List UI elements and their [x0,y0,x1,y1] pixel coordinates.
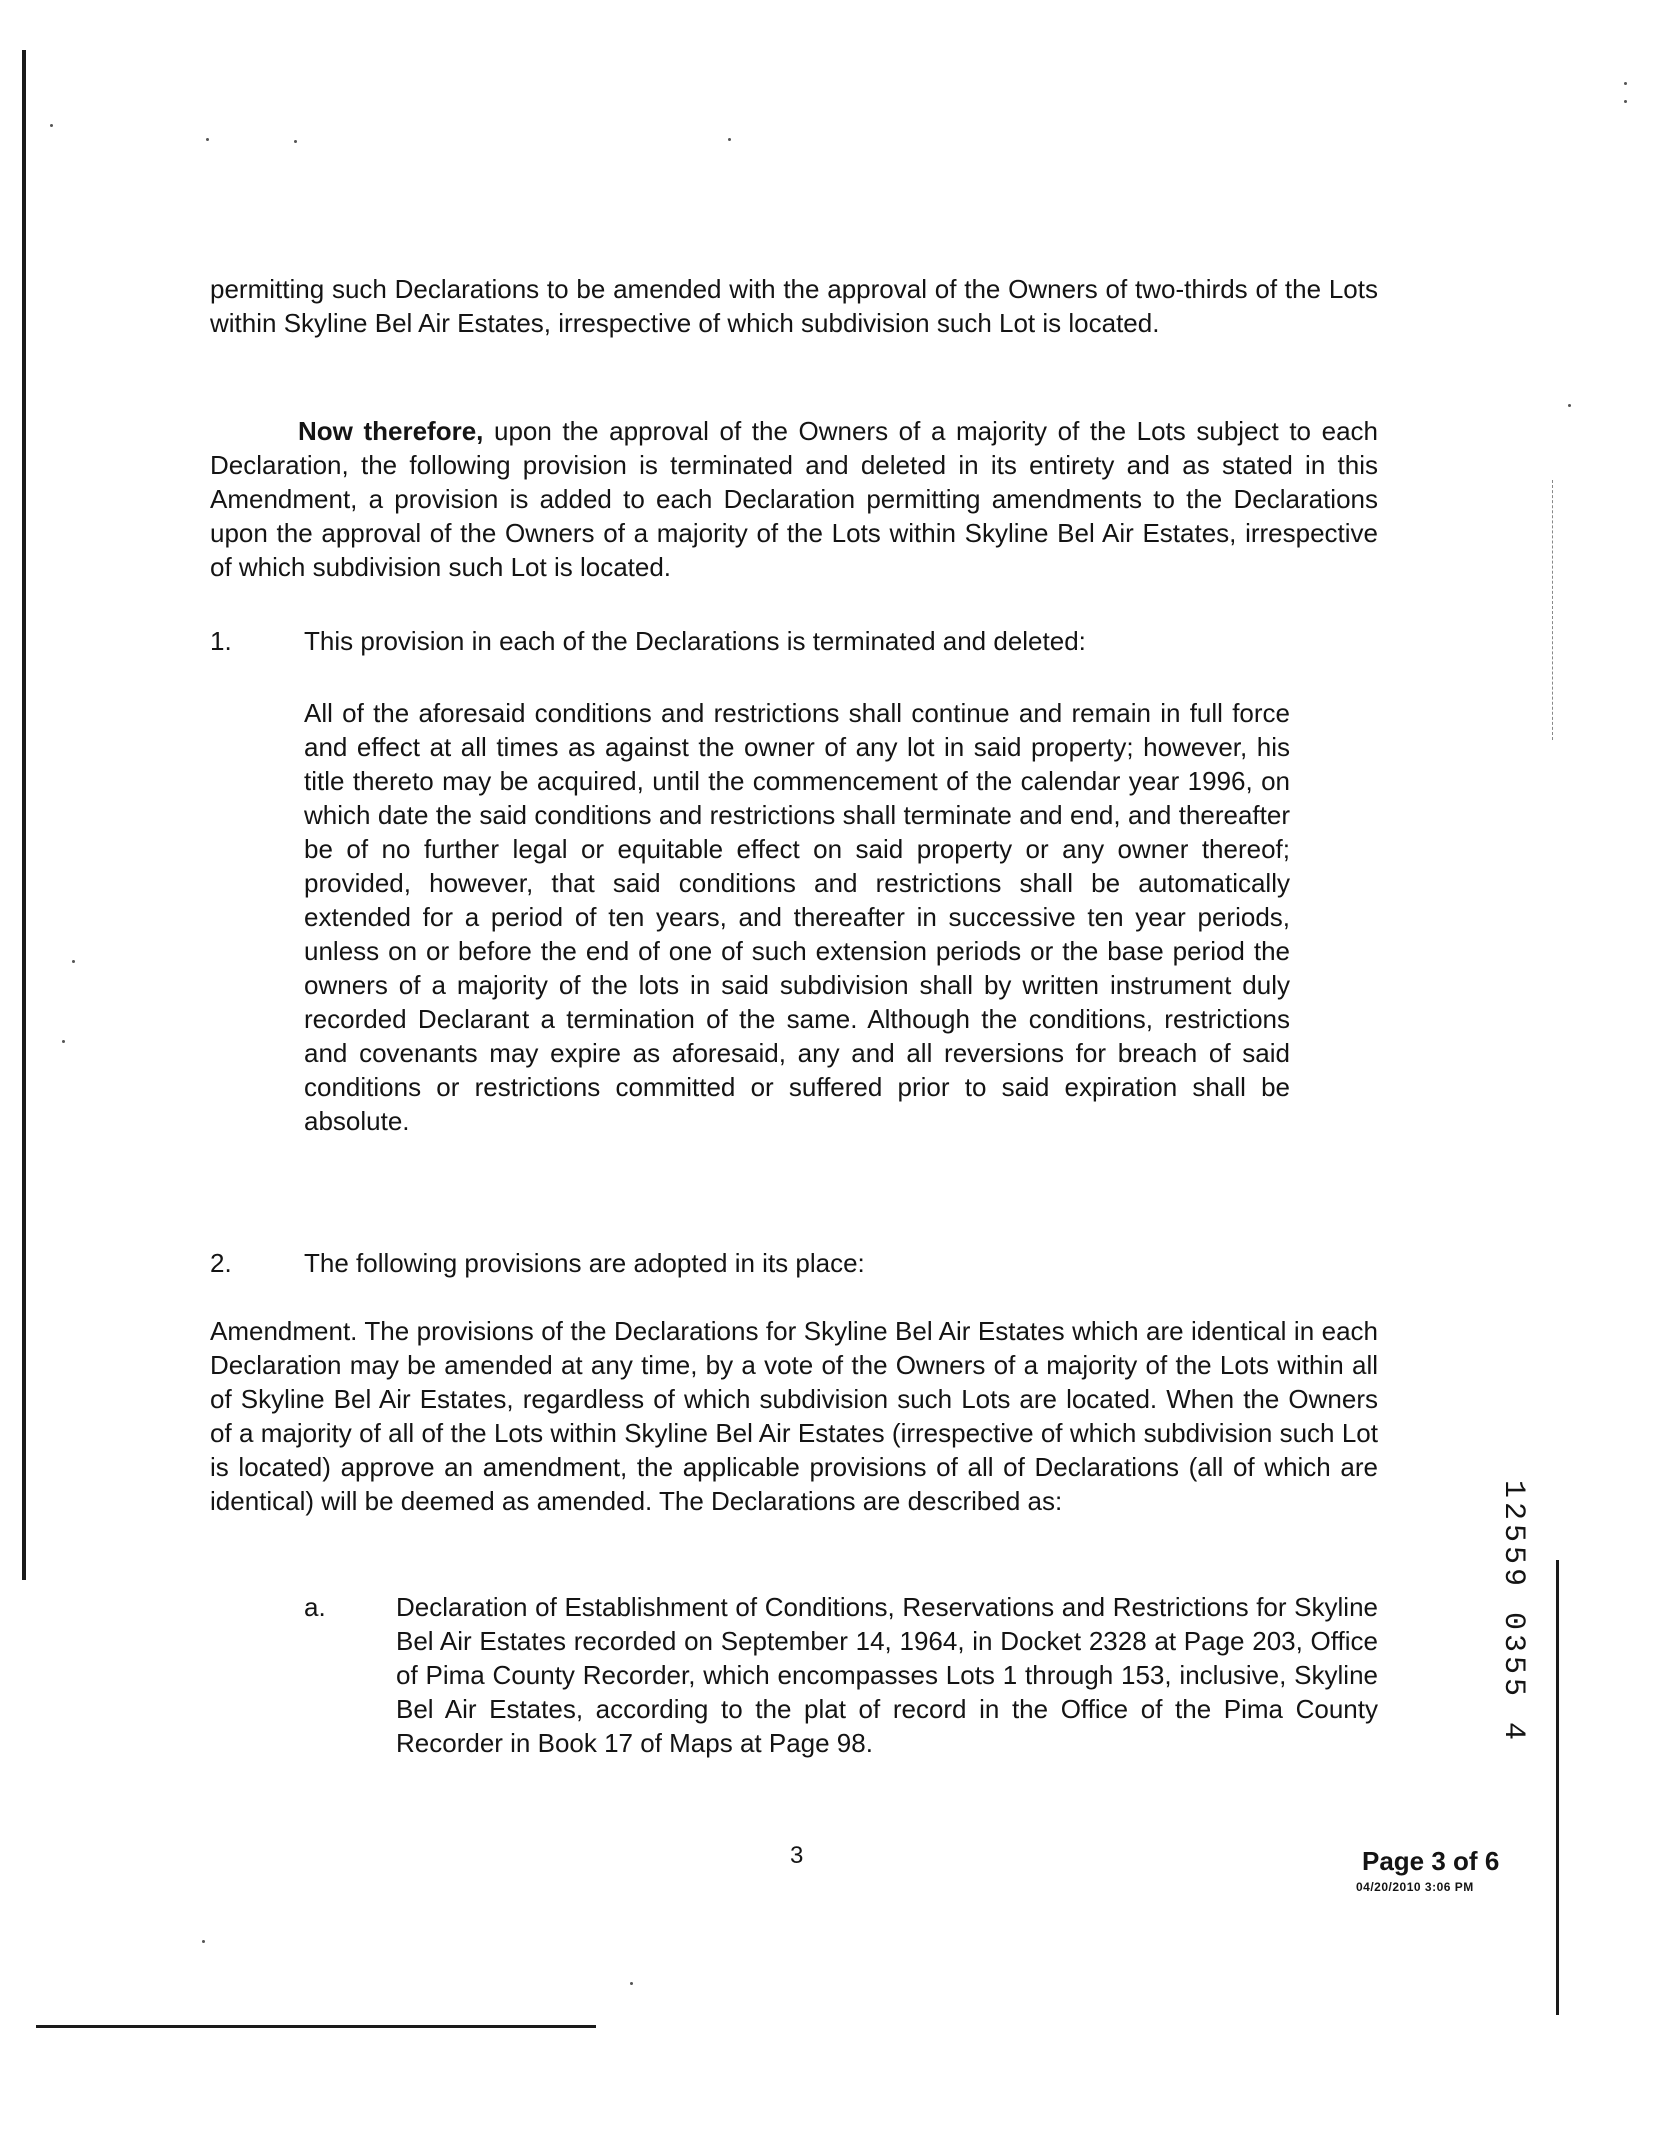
paragraph-top: permitting such Declarations to be amended with the approval of the Owners of two-thirds of the Lots within Skyline Bel Air Estates, irrespective of which subdivision such Lot is located. [210,274,1378,338]
scan-dashes-right [1552,480,1554,740]
page-of-label: Page 3 of 6 [1362,1846,1500,1876]
now-therefore-rest: upon the approval of the Owners of a majority of the Lots subject to each Declaration, the following provision is terminated and deleted in its entirety and as stated in this Amendment, a provision is added to each Declaration permitting amendments to the Declarations upon the approval of the Owners of a majority of the Lots within Skyline Bel Air Estates, irrespective of which subdivision such Lot is located. [210,416,1378,582]
item-a-letter: a. [304,1592,326,1622]
item-1-number: 1. [210,626,232,656]
recording-timestamp: 04/20/2010 3:06 PM [1356,1880,1474,1894]
docket-stamp: 12559 0355 4 [1496,1480,1530,1745]
scan-speck [728,138,731,141]
scan-speck [294,140,297,143]
scan-speck [72,960,75,963]
page-number: 3 [790,1842,804,1869]
scan-rule-bottom [36,2025,596,2028]
item-1-text: This provision in each of the Declarations is terminated and deleted: [304,626,1086,656]
scan-speck [1568,404,1571,407]
scan-speck [202,1940,205,1943]
scan-speck [62,1040,65,1043]
scan-speck [1624,82,1627,85]
scan-edge-right [1556,1560,1559,2015]
item-2-text: The following provisions are adopted in its place: [304,1248,865,1278]
scan-speck [206,138,209,141]
item-2-number: 2. [210,1248,232,1278]
amendment-paragraph: Amendment. The provisions of the Declarations for Skyline Bel Air Estates which are identical in each Declaration may be amended at any time, by a vote of the Owners of a majority of the Lots within all of Skyline Bel Air Estates, regardless of which subdivision such Lots are located. When the Owners of a majority of all of the Lots within Skyline Bel Air Estates (irrespective of which subdivision such Lot is located) approve an amendment, the applicable provisions of all of Declarations (all of which are identical) will be deemed as amended. The Declarations are described as: [210,1316,1378,1516]
now-therefore-lead: Now therefore, [298,416,484,446]
scan-speck [50,124,53,127]
scan-edge-left [22,50,26,1580]
scan-speck [630,1982,633,1985]
scan-speck [1624,100,1627,103]
quoted-provision: All of the aforesaid conditions and restrictions shall continue and remain in full force and effect at all times as against the owner of any lot in said property; however, his title thereto may be acquired, until the commencement of the calendar year 1996, on which date the said conditions and restrictions shall terminate and end, and thereafter be of no further legal or equitable effect on said property or any owner thereof; provided, however, that said conditions and restrictions shall be automatically extended for a period of ten years, and thereafter in successive ten year periods, unless on or before the end of one of such extension periods or the base period the owners of a majority of the lots in said subdivision shall by written instrument duly recorded Declarant a termination of the same. Although the conditions, restrictions and covenants may expire as aforesaid, any and all reversions for breach of said conditions or restrictions committed or suffered prior to said expiration shall be absolute. [304,698,1290,1136]
item-a-text: Declaration of Establishment of Conditions, Reservations and Restrictions for Skyline Bel Air Estates recorded on September 14, 1964, in Docket 2328 at Page 203, Office of Pima County Recorder, which encompasses Lots 1 through 153, inclusive, Skyline Bel Air Estates, according to the plat of record in the Office of the Pima County Recorder in Book 17 of Maps at Page 98. [396,1592,1378,1758]
paragraph-now-therefore [210,414,1378,584]
